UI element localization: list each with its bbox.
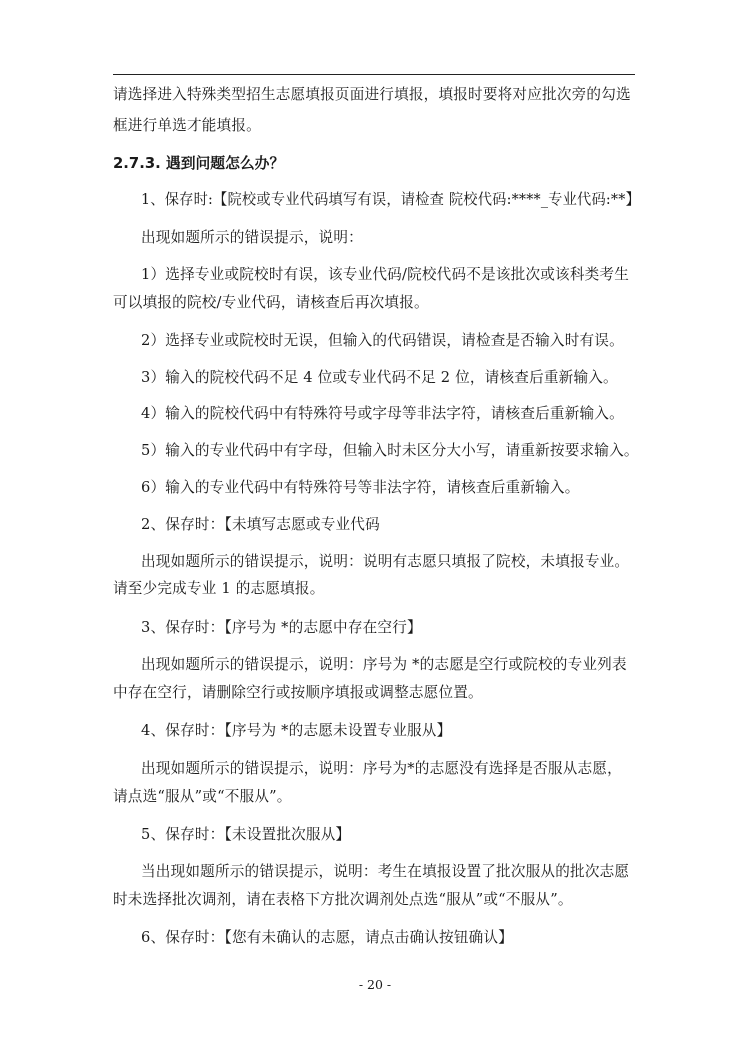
item1-sub2: 2）选择专业或院校时无误，但输入的代码错误，请检查是否输入时有误。 — [141, 332, 624, 349]
page-number: - 20 - — [358, 977, 392, 992]
item1-sub1-line1: 1）选择专业或院校时有误，该专业代码/院校代码不是该批次或该科类考生 — [141, 266, 630, 283]
item1-sub6: 6）输入的专业代码中有特殊符号等非法字符，请核查后重新输入。 — [141, 479, 580, 496]
item1-title: 1、保存时:【院校或专业代码填写有误，请检查 院校代码:****_专业代码:**】 — [141, 191, 641, 208]
item3-desc-line1: 出现如题所示的错误提示，说明：序号为 *的志愿是空行或院校的专业列表 — [141, 656, 627, 673]
item3-title: 3、保存时：【序号为 *的志愿中存在空行】 — [141, 619, 422, 636]
item2-desc-line1: 出现如题所示的错误提示，说明：说明有志愿只填报了院校，未填报专业。 — [141, 553, 630, 570]
section-heading: 2.7.3. 遇到问题怎么办？ — [113, 155, 285, 172]
item2-desc-line2: 请至少完成专业 1 的志愿填报。 — [113, 580, 325, 597]
item4-desc-line2: 请点选“服从”或“不服从”。 — [113, 788, 292, 805]
item1-sub4: 4）输入的院校代码中有特殊符号或字母等非法字符，请核查后重新输入。 — [141, 405, 624, 422]
item5-desc-line1: 当出现如题所示的错误提示，说明：考生在填报设置了批次服从的批次志愿 — [141, 863, 630, 880]
item6-title: 6、保存时：【您有未确认的志愿，请点击确认按钮确认】 — [141, 929, 514, 946]
item3-desc-line2: 中存在空行，请删除空行或按顺序填报或调整志愿位置。 — [113, 684, 483, 701]
item4-desc-line1: 出现如题所示的错误提示，说明：序号为*的志愿没有选择是否服从志愿， — [141, 760, 622, 777]
item5-title: 5、保存时：【未设置批次服从】 — [141, 826, 351, 843]
item5-desc-line2: 时未选择批次调剂，请在表格下方批次调剂处点选“服从”或“不服从”。 — [113, 891, 573, 908]
item1-sub3: 3）输入的院校代码不足 4 位或专业代码不足 2 位，请核查后重新输入。 — [141, 369, 618, 386]
item1-sub1-line2: 可以填报的院校/专业代码，请核查后再次填报。 — [113, 294, 429, 311]
item2-title: 2、保存时：【未填写志愿或专业代码 — [141, 516, 380, 533]
header-rule — [113, 74, 635, 75]
item1-sub5: 5）输入的专业代码中有字母，但输入时未区分大小写，请重新按要求输入。 — [141, 442, 639, 459]
item1-desc: 出现如题所示的错误提示，说明： — [141, 229, 363, 246]
intro-line-2: 框进行单选才能填报。 — [113, 117, 261, 134]
intro-line-1: 请选择进入特殊类型招生志愿填报页面进行填报，填报时要将对应批次旁的勾选 — [113, 86, 631, 103]
item4-title: 4、保存时：【序号为 *的志愿未设置专业服从】 — [141, 722, 452, 739]
